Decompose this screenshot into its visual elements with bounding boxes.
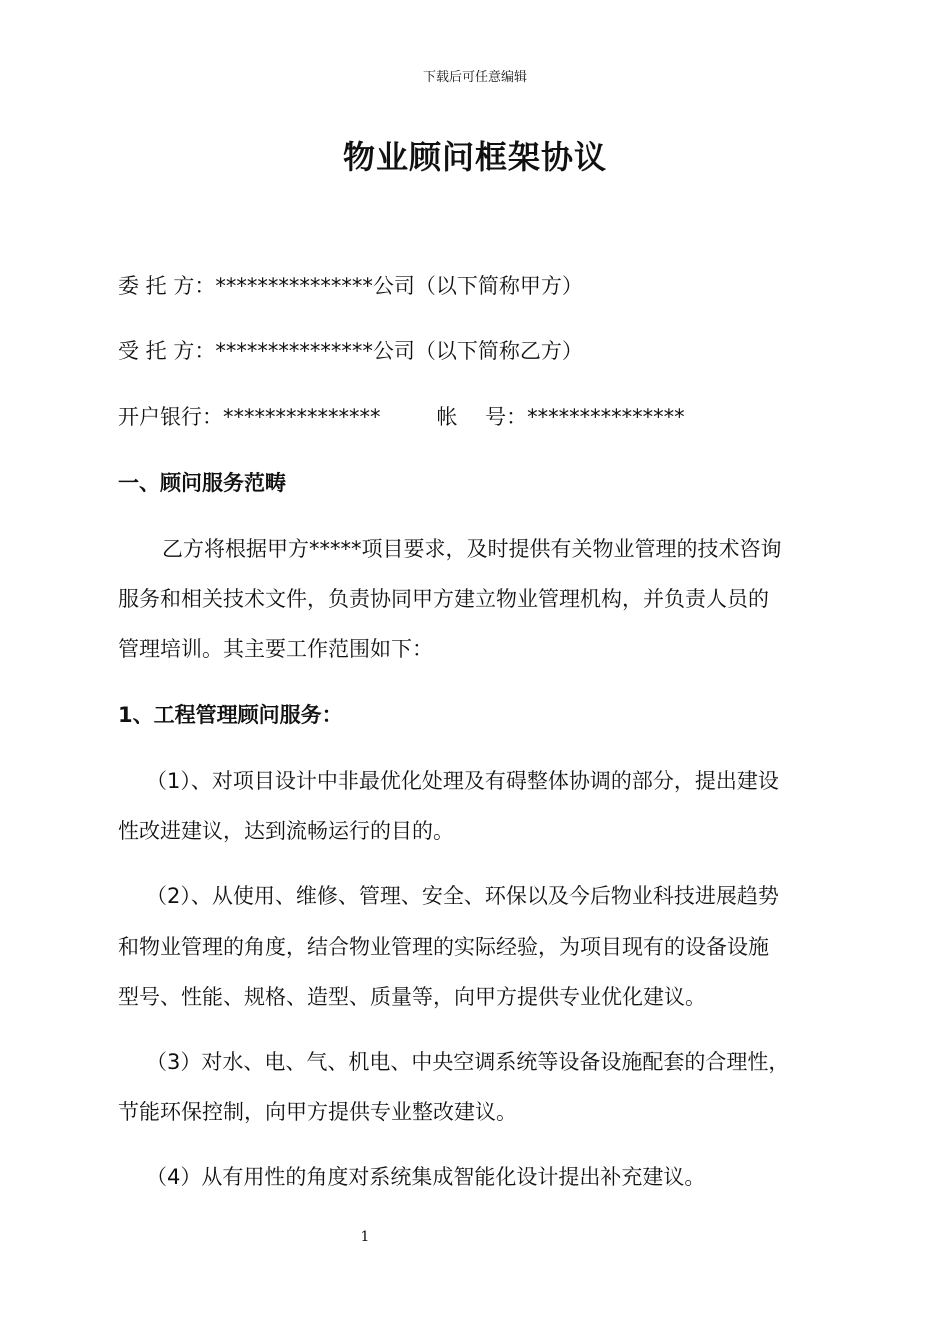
bank-info-line	[118, 401, 685, 431]
item-3-line-2: 节能环保控制，向甲方提供专业整改建议。	[118, 1100, 517, 1124]
intro-line-2: 服务和相关技术文件，负责协同甲方建立物业管理机构，并负责人员的	[118, 587, 769, 611]
bank-account-label: 开户银行：***************	[118, 405, 381, 429]
intro-line-1: 乙方将根据甲方*****项目要求，及时提供有关物业管理的技术咨询	[162, 537, 782, 561]
item-2-line-1: （2）、从使用、维修、管理、安全、环保以及今后物业科技进展趋势	[146, 884, 779, 908]
item-4-line-1: （4）从有用性的角度对系统集成智能化设计提出补充建议。	[146, 1165, 706, 1189]
client-party-line: 委 托 方：***************公司（以下简称甲方）	[118, 274, 583, 298]
account-number-label: 帐 号：***************	[436, 405, 685, 429]
subsection-heading: 1、工程管理顾问服务：	[118, 703, 343, 727]
document-title: 物业顾问框架协议	[342, 138, 607, 176]
header-note: 下载后可任意编辑	[422, 70, 527, 85]
item-2-line-3: 型号、性能、规格、造型、质量等，向甲方提供专业优化建议。	[118, 985, 706, 1009]
intro-line-3: 管理培训。其主要工作范围如下：	[118, 637, 433, 661]
item-3-line-1: （3）对水、电、气、机电、中央空调系统等设备设施配套的合理性，	[146, 1050, 790, 1074]
trustee-party-line: 受 托 方：***************公司（以下简称乙方）	[118, 339, 583, 363]
section-heading: 一、顾问服务范畴	[118, 471, 286, 495]
item-1-line-1: （1）、对项目设计中非最优化处理及有碍整体协调的部分，提出建设	[146, 769, 779, 793]
page-number: 1	[360, 1229, 370, 1245]
item-2-line-2: 和物业管理的角度，结合物业管理的实际经验，为项目现有的设备设施	[118, 935, 769, 959]
item-1-line-2: 性改进建议，达到流畅运行的目的。	[118, 819, 454, 843]
